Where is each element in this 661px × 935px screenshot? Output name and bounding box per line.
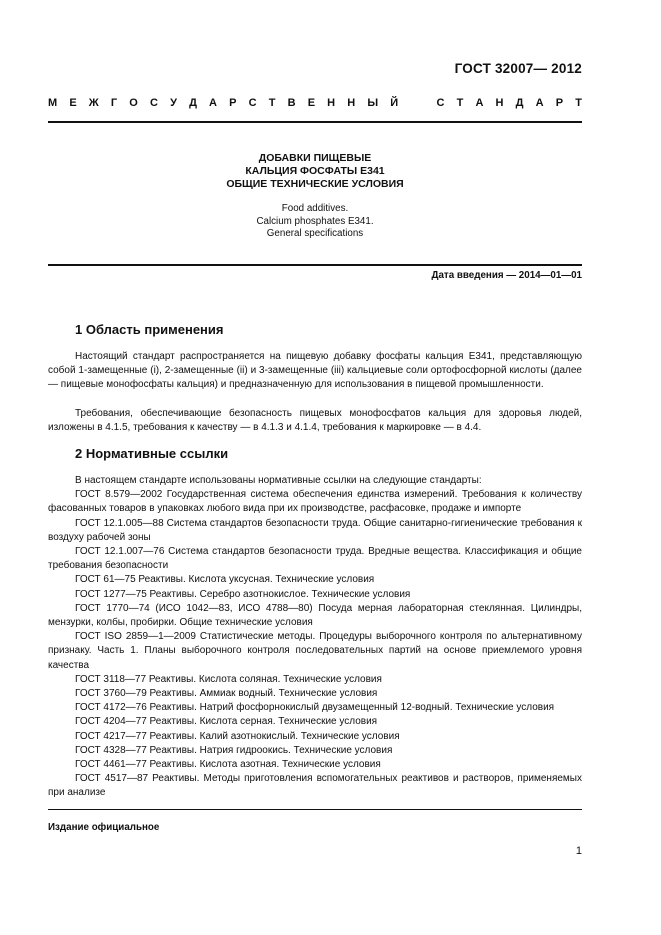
banner-letter: О	[129, 97, 138, 109]
normative-references-list	[48, 474, 582, 801]
banner-letter: Р	[229, 97, 237, 109]
reference-item: В настоящем стандарте использованы нормативные ссылки на следующие стандарты:	[75, 475, 482, 486]
banner-letter: В	[287, 97, 296, 109]
banner-letter: Е	[69, 97, 77, 109]
banner-letter: Т	[575, 97, 582, 109]
banner-letter: А	[209, 97, 217, 109]
banner-letter: Н	[327, 97, 336, 109]
banner-letter: А	[535, 97, 544, 109]
section-1-paragraph: Настоящий стандарт распространяется на пищевую добавку фосфаты кальция Е341, представляющую собой 1-замещенные (i), 2-замещенные (ii) и 3-замещенные (iii) кальциевые соли ортофосфорной кислоты (далее — пищевые монофосфаты кальция) и предназначенную для использования в пищевой промышленности.	[48, 351, 582, 391]
section-1-heading: 1 Область применения	[75, 322, 224, 337]
banner-letter: С	[436, 97, 445, 109]
header-rule	[48, 121, 582, 123]
banner-letter: С	[248, 97, 257, 109]
banner-letter: А	[475, 97, 484, 109]
banner-letter: Н	[495, 97, 504, 109]
title-en-line-1: Food additives.	[281, 203, 349, 214]
reference-item: ГОСТ 12.1.005—88 Система стандартов безопасности труда. Общие санитарно-гигиенические требования к воздуху рабочей зоны	[48, 517, 582, 543]
banner-letter: Е	[307, 97, 316, 109]
reference-item: ГОСТ 1770—74 (ИСО 1042—83, ИСО 4788—80) Посуда мерная лабораторная стеклянная. Цилиндры, мензурки, колбы, пробирки. Общие технические условия	[48, 602, 582, 629]
title-en-line-3: General specifications	[266, 228, 364, 240]
banner-letter: Й	[390, 97, 399, 109]
title-en-line-2: Calcium phosphates E341.	[256, 215, 374, 227]
title-ru-line-2: КАЛЬЦИЯ ФОСФАТЫ Е341	[245, 165, 385, 177]
banner-letter: У	[170, 97, 177, 109]
reference-item: ГОСТ 3118—77 Реактивы. Кислота соляная. Технические условия	[75, 673, 382, 685]
title-rule	[48, 264, 582, 266]
reference-item: ГОСТ ISO 2859—1—2009 Статистические методы. Процедуры выборочного контроля по альтернативному признаку. Часть 1. Планы выборочного контроля последовательных партий на основе приемлемого уровня качества	[48, 631, 582, 671]
reference-item: ГОСТ 4461—77 Реактивы. Кислота азотная. Технические условия	[75, 759, 381, 771]
reference-item: ГОСТ 61—75 Реактивы. Кислота уксусная. Технические условия	[75, 574, 375, 586]
banner-letter: Д	[189, 97, 197, 109]
banner-letter	[410, 97, 424, 109]
banner-letter: М	[48, 97, 58, 109]
title-ru-line-3: ОБЩИЕ ТЕХНИЧЕСКИЕ УСЛОВИЯ	[226, 178, 404, 190]
reference-item: ГОСТ 4217—77 Реактивы. Калий азотнокислый. Технические условия	[75, 730, 400, 742]
reference-item: ГОСТ 4172—76 Реактивы. Натрий фосфорнокислый двузамещенный 12-водный. Технические условия	[75, 702, 555, 714]
reference-item: ГОСТ 4204—77 Реактивы. Кислота серная. Технические условия	[75, 716, 378, 728]
banner-letter: Р	[555, 97, 564, 109]
banner-letter: Т	[456, 97, 464, 109]
banner-letter: Ж	[88, 97, 99, 109]
interstate-standard-banner	[48, 97, 582, 109]
title-block	[48, 152, 582, 241]
official-edition-note: Издание официальное	[48, 822, 160, 833]
introduction-date: Дата введения — 2014—01—01	[431, 270, 582, 281]
banner-letter: Ы	[367, 97, 379, 109]
title-ru-line-1: ДОБАВКИ ПИЩЕВЫЕ	[258, 152, 372, 164]
reference-item: ГОСТ 4328—77 Реактивы. Натрия гидроокись. Технические условия	[75, 744, 393, 756]
banner-letter: Д	[515, 97, 524, 109]
footer-rule	[48, 809, 582, 810]
reference-item: ГОСТ 8.579—2002 Государственная система обеспечения единства измерений. Требования к количеству фасованных товаров в упаковках любого вида при их производстве, расфасовке, продаже и импорте	[48, 489, 582, 515]
document-code: ГОСТ 32007— 2012	[454, 61, 582, 76]
banner-letter: Т	[268, 97, 276, 109]
section-1-paragraph: Требования, обеспечивающие безопасность пищевых монофосфатов кальция для здоровья людей, изложены в 4.1.5, требования к качеству — в 4.1.3 и 4.1.4, требования к маркировке — в 4.4.	[48, 408, 582, 434]
reference-item: ГОСТ 12.1.007—76 Система стандартов безопасности труда. Вредные вещества. Классификация и общие требования безопасности	[48, 546, 582, 572]
page-number: 1	[575, 845, 582, 857]
reference-item: ГОСТ 4517—87 Реактивы. Методы приготовления вспомогательных реактивов и растворов, применяемых при анализе	[48, 773, 582, 799]
banner-letter: Г	[110, 97, 118, 109]
reference-item: ГОСТ 1277—75 Реактивы. Серебро азотнокислое. Технические условия	[75, 588, 411, 600]
banner-letter: Н	[347, 97, 356, 109]
section-2-heading: 2 Нормативные ссылки	[75, 446, 229, 461]
reference-item: ГОСТ 3760—79 Реактивы. Аммиак водный. Технические условия	[75, 688, 378, 700]
banner-letter: С	[149, 97, 158, 109]
